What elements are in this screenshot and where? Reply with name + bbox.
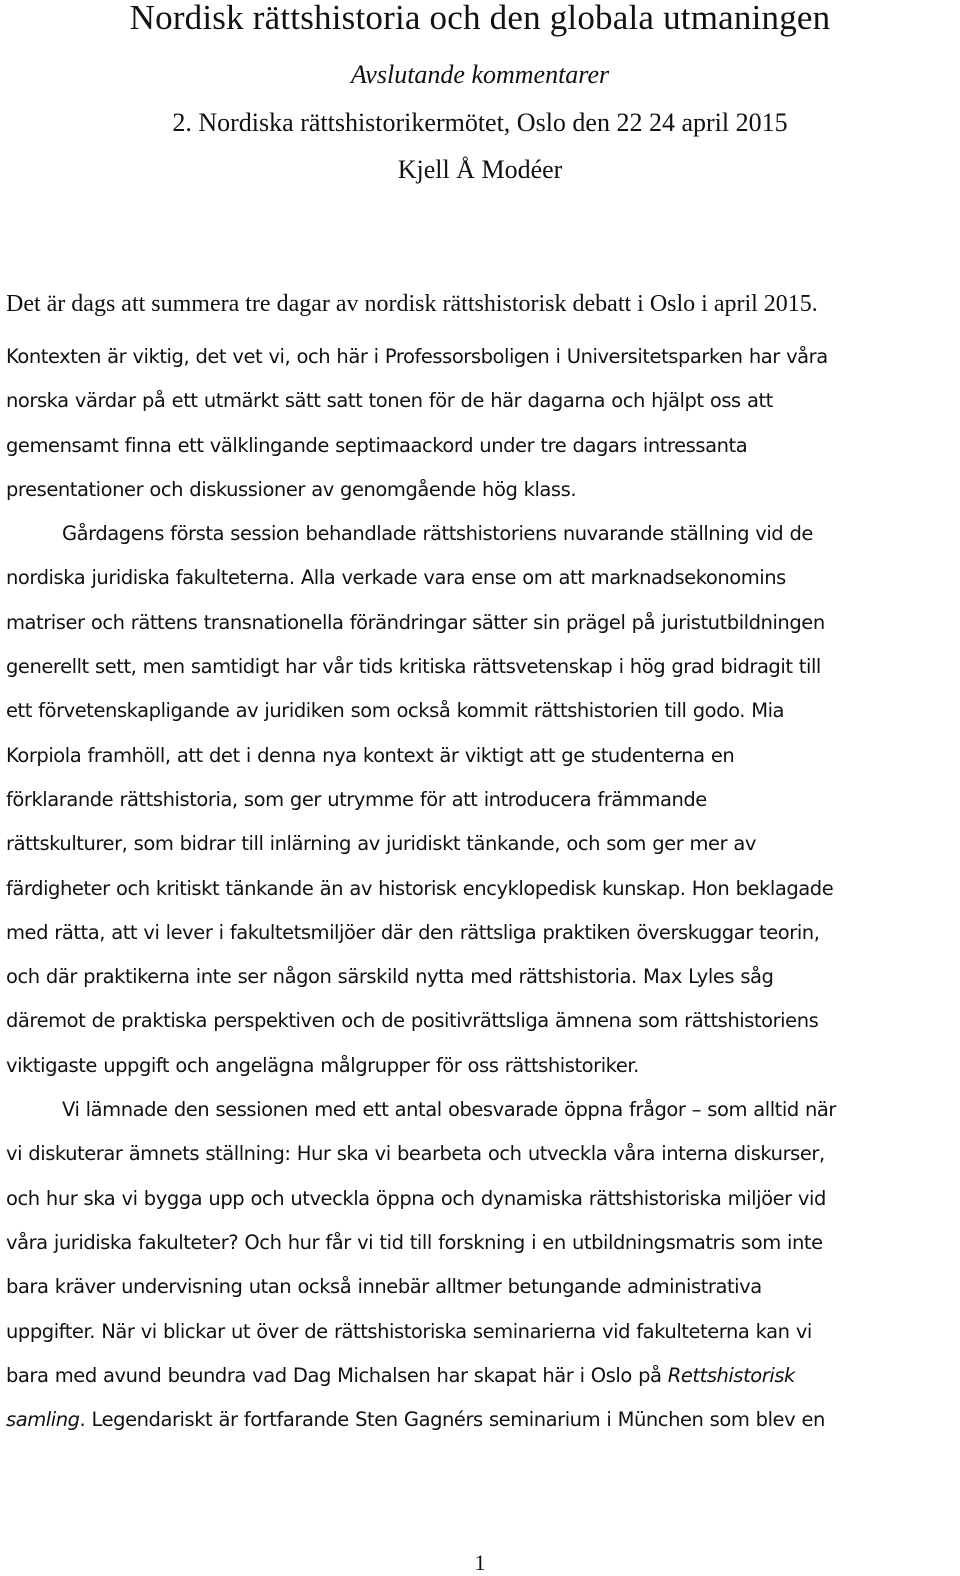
text-line: med rätta, att vi lever i fakultetsmiljöer där den rättsliga praktiken överskuggar teorin, [6,920,820,944]
intro-sentence: Det är dags att summera tre dagar av nordisk rättshistorisk debatt i Oslo i april 2015. [6,291,818,317]
text-line: generellt sett, men samtidigt har vår tids kritiska rättsvetenskap i hög grad bidragit till [6,655,821,679]
text-line: färdigheter och kritiskt tänkande än av historisk encyklopedisk kunskap. Hon beklagade [6,876,834,900]
text-line: och hur ska vi bygga upp och utveckla öppna och dynamiska rättshistoriska miljöer vid [6,1186,826,1210]
text-line: däremot de praktiska perspektiven och de positivrättsliga ämnena som rättshistoriens [6,1009,819,1033]
text-line: nordiska juridiska fakulteterna. Alla verkade vara ense om att marknadsekonomins [6,566,786,590]
document-title: Nordisk rättshistoria och den globala utmaningen [129,0,831,37]
text-line: rättskulturer, som bidrar till inlärning av juridiskt tänkande, och som ger mer av [6,832,757,856]
paragraph-start-line: Gårdagens första session behandlade rättshistoriens nuvarande ställning vid de [62,522,813,546]
text-line: Korpiola framhöll, att det i denna nya kontext är viktigt att ge studenterna en [6,743,735,767]
text-line: uppgifter. När vi blickar ut över de rättshistoriska seminarierna vid fakulteterna kan vi [6,1319,812,1343]
italic-title-rettshistorisk: Rettshistorisk [667,1363,795,1387]
text-line: våra juridiska fakulteter? Och hur får vi tid till forskning i en utbildningsmatris som inte [6,1230,823,1254]
author-name: Kjell Å Modéer [397,155,563,184]
text-line: förklarande rättshistoria, som ger utrymme för att introducera främmande [6,787,707,811]
text-line: och där praktikerna inte ser någon särskild nytta med rättshistoria. Max Lyles såg [6,965,774,989]
document-subtitle: Avslutande kommentarer [350,60,610,89]
text-line-segment: bara med avund beundra vad Dag Michalsen har skapat här i Oslo på [6,1363,668,1387]
text-line: ett förvetenskapligande av juridiken som också kommit rättshistorien till godo. Mia [6,699,785,723]
text-line: vi diskuterar ämnets ställning: Hur ska vi bearbeta och utveckla våra interna diskurser, [6,1142,825,1166]
conference-line: 2. Nordiska rättshistorikermötet, Oslo den 22 24 april 2015 [172,108,788,137]
text-line-segment: . Legendariskt är fortfarande Sten Gagnérs seminarium i München som blev en [79,1408,825,1432]
text-line: viktigaste uppgift och angelägna målgrupper för oss rättshistoriker. [6,1053,639,1077]
text-line: bara kräver undervisning utan också innebär alltmer betungande administrativa [6,1275,762,1299]
page-number: 1 [474,1550,486,1575]
paragraph-start-line: Vi lämnade den sessionen med ett antal obesvarade öppna frågor – som alltid när [62,1098,836,1122]
text-line: matriser och rättens transnationella förändringar sätter sin prägel på juristutbildningen [6,610,825,634]
body-text [6,335,956,1442]
text-line: gemensamt finna ett välklingande septimaackord under tre dagars intressanta [6,433,748,457]
text-line: presentationer och diskussioner av genomgående hög klass. [6,477,577,501]
text-line [6,1398,956,1442]
text-line [6,1354,956,1398]
text-line: norska värdar på ett utmärkt sätt satt tonen för de här dagarna och hjälpt oss att [6,389,773,413]
text-line: Kontexten är viktig, det vet vi, och här i Professorsboligen i Universitetsparken har våra [6,345,828,368]
italic-title-samling: samling [6,1408,80,1432]
